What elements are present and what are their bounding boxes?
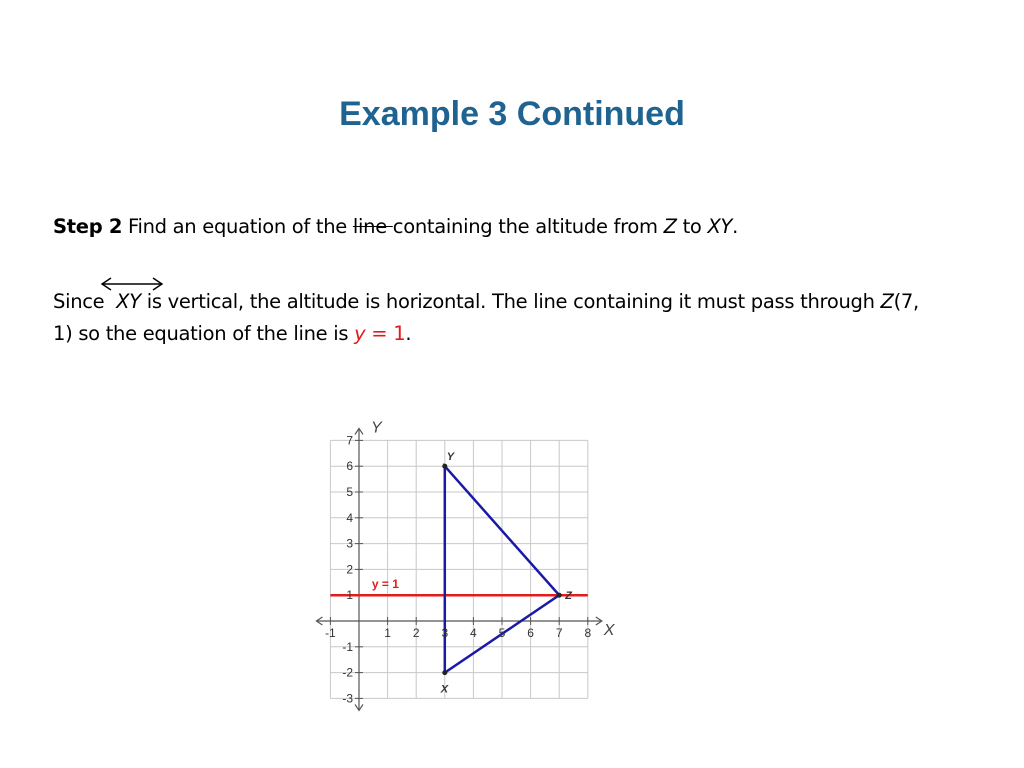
- explanation-end: .: [405, 322, 412, 345]
- step-label: Step 2: [53, 215, 123, 238]
- x-tick-label: -1: [325, 626, 336, 640]
- y-tick-label: 7: [346, 433, 353, 448]
- since-with-arrow: [53, 286, 141, 318]
- line-arrow-icon: [99, 277, 165, 291]
- x-tick-label: 5: [498, 626, 506, 640]
- equation-rest: = 1: [365, 322, 406, 345]
- equation-var: y: [354, 322, 366, 345]
- x-axis-label: X: [603, 622, 615, 639]
- x-tick-label: 8: [584, 626, 592, 640]
- vertex-point: [442, 670, 447, 675]
- y-tick-label: 5: [346, 485, 353, 499]
- coordinate-graph: [300, 410, 620, 720]
- x-tick-label: 4: [470, 626, 477, 640]
- y-tick-label: 6: [346, 459, 353, 474]
- step-text-b: containing the altitude from: [392, 215, 664, 238]
- x-tick-label: 1: [384, 626, 391, 640]
- vertex-label: Z: [565, 590, 572, 603]
- step-var-xy: XY: [707, 215, 733, 238]
- x-tick-label: 3: [441, 626, 449, 640]
- y-tick-label: 1: [346, 588, 353, 603]
- explanation-paragraph: [53, 286, 933, 350]
- explanation-since: Since: [53, 290, 117, 313]
- x-tick-label: 6: [527, 626, 534, 640]
- x-tick-label: 2: [412, 626, 420, 640]
- explanation-var-xy: XY: [116, 290, 141, 313]
- vertex-label: X: [440, 683, 449, 696]
- y-tick-label: -2: [342, 665, 353, 680]
- labels: [325, 419, 616, 705]
- vertex-point: [442, 464, 447, 469]
- x-tick-label: 7: [555, 626, 563, 640]
- vertex-point: [557, 593, 562, 598]
- grid: [330, 440, 587, 698]
- y-tick-label: 4: [346, 510, 353, 525]
- step-text-a: Find an equation of the: [122, 215, 353, 238]
- step-strike-word: line: [352, 215, 393, 238]
- explanation-point: (7, 1) so the equation of the line is: [53, 290, 919, 345]
- altitude-line-label: y = 1: [371, 577, 399, 592]
- step-paragraph: [53, 211, 738, 243]
- slide-title: Example 3 Continued: [339, 95, 685, 133]
- y-tick-label: -3: [342, 691, 353, 706]
- y-tick-label: -1: [342, 639, 353, 654]
- step-text-d: .: [732, 215, 739, 238]
- y-tick-label: 2: [346, 562, 353, 577]
- explanation-text-a: is vertical, the altitude is horizontal. The line containing it must pass through: [140, 290, 881, 313]
- y-tick-label: 3: [346, 536, 353, 551]
- y-axis-label: Y: [371, 419, 382, 437]
- step-var-z: Z: [663, 215, 677, 238]
- step-text-c: to: [676, 215, 708, 238]
- vertex-label: Y: [446, 451, 455, 464]
- explanation-var-z: Z: [880, 290, 894, 313]
